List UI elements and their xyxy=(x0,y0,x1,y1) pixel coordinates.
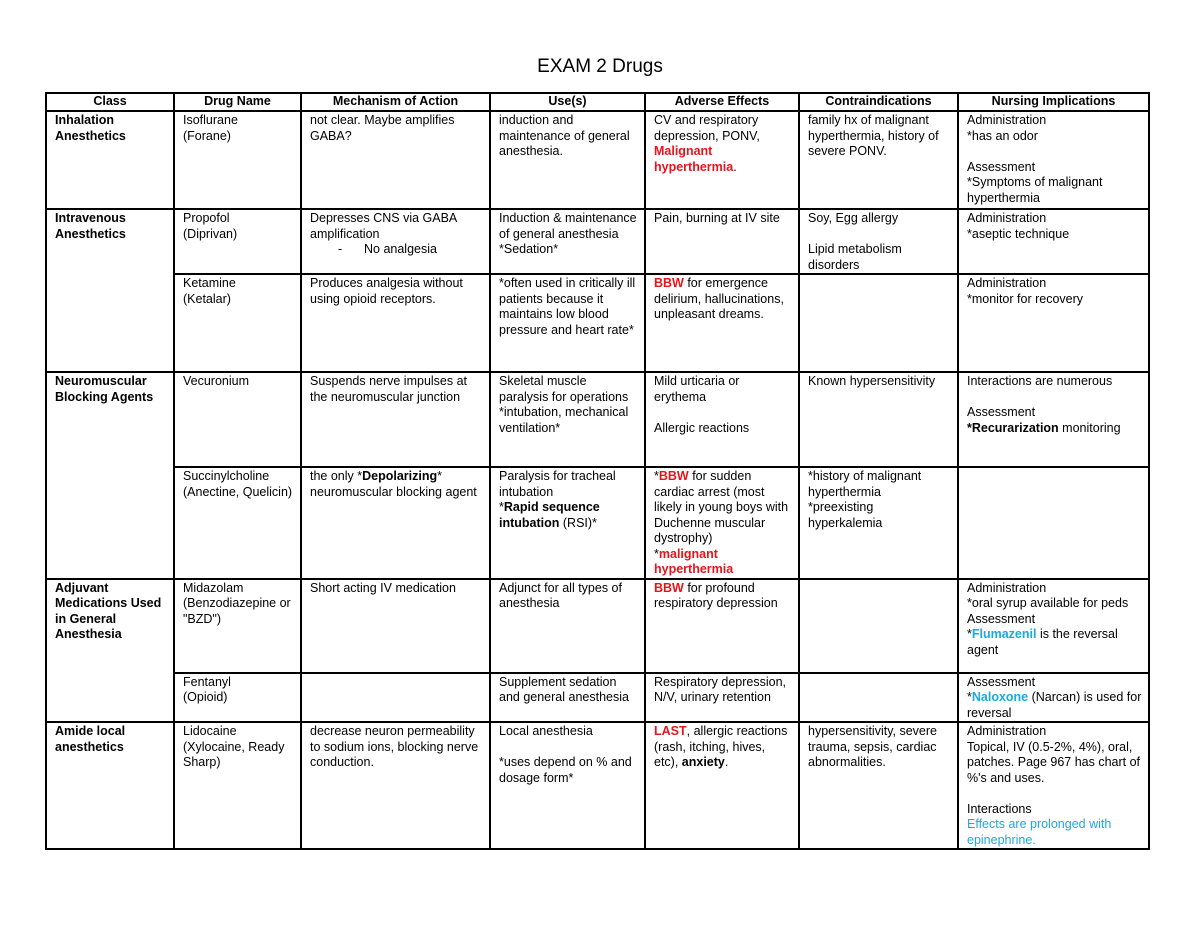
nursing-cell xyxy=(958,673,1149,723)
drug-name: Isoflurane xyxy=(183,113,238,127)
nursing-heading: Assessment xyxy=(967,674,1036,689)
nursing-text xyxy=(967,627,1142,658)
nursing-heading: Administration xyxy=(967,113,1047,127)
drug-brand: (Opioid) xyxy=(183,690,228,704)
nursing-text: monitoring xyxy=(1058,420,1121,435)
adverse-cell xyxy=(645,111,799,209)
table-row xyxy=(46,673,1149,723)
adverse-text: CV and respiratory depression, PONV, xyxy=(654,113,760,143)
adverse-text: . xyxy=(733,159,737,174)
adverse-cell: Pain, burning at IV site xyxy=(645,209,799,274)
adverse-text: , allergic reactions (rash, itching, hives, etc), xyxy=(654,724,788,769)
nursing-text xyxy=(967,421,1142,437)
header-uses: Use(s) xyxy=(490,93,645,111)
use-cell xyxy=(490,722,645,849)
contraindication-cell xyxy=(799,579,958,673)
drug-brand: (Benzodiazepine or "BZD") xyxy=(183,596,291,626)
class-cell: Inhalation Anesthetics xyxy=(46,111,174,209)
contraindication-cell: Known hypersensitivity xyxy=(799,372,958,467)
adverse-bold: anxiety xyxy=(681,755,725,769)
table-row xyxy=(46,274,1149,372)
nursing-interaction: Effects are prolonged with epinephrine. xyxy=(967,817,1112,847)
adverse-warning: Malignant hyperthermia xyxy=(654,144,734,174)
nursing-text: (Narcan) is used for reversal xyxy=(967,690,1142,720)
class-cell: Adjuvant Medications Used in General Anesthesia xyxy=(46,579,174,723)
table-row xyxy=(46,372,1149,467)
adverse-text: Mild urticaria or erythema xyxy=(654,374,740,404)
drug-table xyxy=(45,92,1150,850)
header-adverse-effects: Adverse Effects xyxy=(645,93,799,111)
drug-name-cell xyxy=(174,274,301,372)
mechanism-cell: Produces analgesia without using opioid receptors. xyxy=(301,274,490,372)
drug-name: Propofol xyxy=(183,211,230,225)
adverse-text: for emergence delirium, hallucinations, unpleasant dreams. xyxy=(654,276,784,321)
nursing-cell xyxy=(958,111,1149,209)
drug-brand: (Forane) xyxy=(183,128,231,143)
header-class: Class xyxy=(46,93,174,111)
header-nursing: Nursing Implications xyxy=(958,93,1149,111)
nursing-heading: Administration xyxy=(967,580,1047,595)
nursing-text: is the reversal agent xyxy=(967,627,1118,657)
adverse-warning: LAST xyxy=(654,724,687,738)
use-cell: Supplement sedation and general anesthesia xyxy=(490,673,645,723)
drug-brand: (Anectine, Quelicin) xyxy=(183,484,293,499)
contraindication-cell: hypersensitivity, severe trauma, sepsis, cardiac abnormalities. xyxy=(799,722,958,849)
mechanism-bullet-text: No analgesia xyxy=(364,242,437,256)
use-text: Local anesthesia xyxy=(499,724,593,738)
adverse-text xyxy=(654,547,792,578)
nursing-heading: Assessment xyxy=(967,611,1036,626)
mechanism-text: Depresses CNS via GABA amplification xyxy=(310,211,457,241)
nursing-text: Topical, IV (0.5-2%, 4%), oral, patches. Page 967 has chart of %'s and uses. xyxy=(967,739,1141,785)
drug-name: Lidocaine xyxy=(183,724,237,738)
adverse-cell xyxy=(645,372,799,467)
table-row xyxy=(46,209,1149,274)
use-text xyxy=(499,500,638,531)
mechanism-cell: not clear. Maybe amplifies GABA? xyxy=(301,111,490,209)
adverse-warning: BBW xyxy=(654,580,684,595)
table-row xyxy=(46,579,1149,673)
contraindication-text: Lipid metabolism disorders xyxy=(808,242,902,272)
nursing-text: *has an odor xyxy=(967,128,1038,143)
table-row xyxy=(46,722,1149,849)
nursing-bold: *Recurarization xyxy=(967,420,1059,435)
drug-brand: (Xylocaine, Ready Sharp) xyxy=(183,739,285,769)
adverse-text: Allergic reactions xyxy=(654,420,750,435)
mechanism-bullet xyxy=(310,242,483,258)
nursing-cell xyxy=(958,372,1149,467)
adverse-cell xyxy=(645,579,799,673)
reversal-agent: Naloxone xyxy=(971,690,1029,704)
contraindication-cell xyxy=(799,209,958,274)
drug-name-cell xyxy=(174,673,301,723)
nursing-cell xyxy=(958,209,1149,274)
drug-brand: (Diprivan) xyxy=(183,226,238,241)
mechanism-bold: Depolarizing xyxy=(362,469,438,483)
table-row xyxy=(46,111,1149,209)
header-row xyxy=(46,93,1149,111)
mechanism-text: * neuromuscular blocking agent xyxy=(310,469,477,499)
use-text: *uses depend on % and dosage form* xyxy=(499,755,632,785)
adverse-cell xyxy=(645,722,799,849)
header-drug-name: Drug Name xyxy=(174,93,301,111)
drug-name-cell xyxy=(174,579,301,673)
adverse-cell xyxy=(645,274,799,372)
nursing-heading: Assessment xyxy=(967,405,1036,419)
nursing-text xyxy=(967,690,1142,721)
adverse-text xyxy=(654,469,792,547)
use-cell: Skeletal muscle paralysis for operations *intubation, mechanical ventilation* xyxy=(490,372,645,467)
mechanism-cell xyxy=(301,209,490,274)
contraindication-cell xyxy=(799,673,958,723)
use-bold: Rapid sequence intubation xyxy=(499,500,600,530)
contraindication-cell: family hx of malignant hyperthermia, history of severe PONV. xyxy=(799,111,958,209)
adverse-text: * xyxy=(654,469,659,483)
contraindication-text: *history of malignant hyperthermia xyxy=(808,469,922,499)
adverse-warning: BBW xyxy=(658,469,689,483)
class-cell: Amide local anesthetics xyxy=(46,722,174,849)
adverse-cell xyxy=(645,467,799,579)
mechanism-cell: Short acting IV medication xyxy=(301,579,490,673)
drug-name: Ketamine xyxy=(183,276,236,290)
nursing-heading: Assessment xyxy=(967,159,1036,174)
class-cell: Neuromuscular Blocking Agents xyxy=(46,372,174,579)
drug-name-cell xyxy=(174,722,301,849)
contraindication-text: Soy, Egg allergy xyxy=(808,211,899,225)
nursing-heading: Administration xyxy=(967,211,1047,225)
drug-name-cell xyxy=(174,209,301,274)
adverse-text: for sudden cardiac arrest (most likely in young boys with Duchenne muscular dystrophy) xyxy=(654,469,789,545)
nursing-cell xyxy=(958,579,1149,673)
use-cell: Induction & maintenance of general anesthesia *Sedation* xyxy=(490,209,645,274)
nursing-text: *monitor for recovery xyxy=(967,291,1084,306)
use-text: (RSI)* xyxy=(559,515,597,530)
mechanism-cell xyxy=(301,467,490,579)
header-mechanism: Mechanism of Action xyxy=(301,93,490,111)
mechanism-cell xyxy=(301,673,490,723)
adverse-cell: Respiratory depression, N/V, urinary retention xyxy=(645,673,799,723)
drug-name: Midazolam xyxy=(183,580,244,595)
use-text: Paralysis for tracheal intubation xyxy=(499,469,616,499)
drug-name: Fentanyl xyxy=(183,674,231,689)
nursing-text: * xyxy=(967,627,972,641)
nursing-cell xyxy=(958,467,1149,579)
drug-name-cell xyxy=(174,467,301,579)
nursing-text: Interactions are numerous xyxy=(967,374,1113,388)
adverse-warning: malignant hyperthermia xyxy=(654,546,734,576)
adverse-text: * xyxy=(654,546,659,561)
adverse-text: . xyxy=(724,755,729,769)
use-cell: *often used in critically ill patients because it maintains low blood pressure and heart rate* xyxy=(490,274,645,372)
mechanism-cell: Suspends nerve impulses at the neuromuscular junction xyxy=(301,372,490,467)
header-contraindications: Contraindications xyxy=(799,93,958,111)
adverse-text: for profound respiratory depression xyxy=(654,580,778,610)
drug-name: Vecuronium xyxy=(183,374,250,388)
use-text: * xyxy=(499,500,504,514)
nursing-cell xyxy=(958,722,1149,849)
page-title: EXAM 2 Drugs xyxy=(537,56,663,77)
nursing-heading: Interactions xyxy=(967,801,1032,816)
dash-marker: - xyxy=(338,242,343,256)
mechanism-cell: decrease neuron permeability to sodium ions, blocking nerve conduction. xyxy=(301,722,490,849)
nursing-text: *Symptoms of malignant hyperthermia xyxy=(967,175,1103,205)
adverse-warning: BBW xyxy=(654,276,684,290)
nursing-text: *aseptic technique xyxy=(967,226,1070,241)
table-row xyxy=(46,467,1149,579)
nursing-heading: Administration xyxy=(967,276,1047,290)
contraindication-cell xyxy=(799,467,958,579)
nursing-text: * xyxy=(967,690,972,704)
use-cell: Adjunct for all types of anesthesia xyxy=(490,579,645,673)
use-cell: induction and maintenance of general anesthesia. xyxy=(490,111,645,209)
nursing-text: *oral syrup available for peds xyxy=(967,596,1129,610)
drug-name-cell xyxy=(174,111,301,209)
class-cell: Intravenous Anesthetics xyxy=(46,209,174,372)
use-cell xyxy=(490,467,645,579)
nursing-heading: Administration xyxy=(967,724,1047,738)
drug-name: Succinylcholine xyxy=(183,469,270,483)
drug-brand: (Ketalar) xyxy=(183,291,231,306)
contraindication-text: *preexisting hyperkalemia xyxy=(808,500,883,530)
nursing-cell xyxy=(958,274,1149,372)
drug-name-cell xyxy=(174,372,301,467)
contraindication-cell xyxy=(799,274,958,372)
reversal-agent: Flumazenil xyxy=(971,627,1037,641)
mechanism-text: the only * xyxy=(310,469,363,483)
